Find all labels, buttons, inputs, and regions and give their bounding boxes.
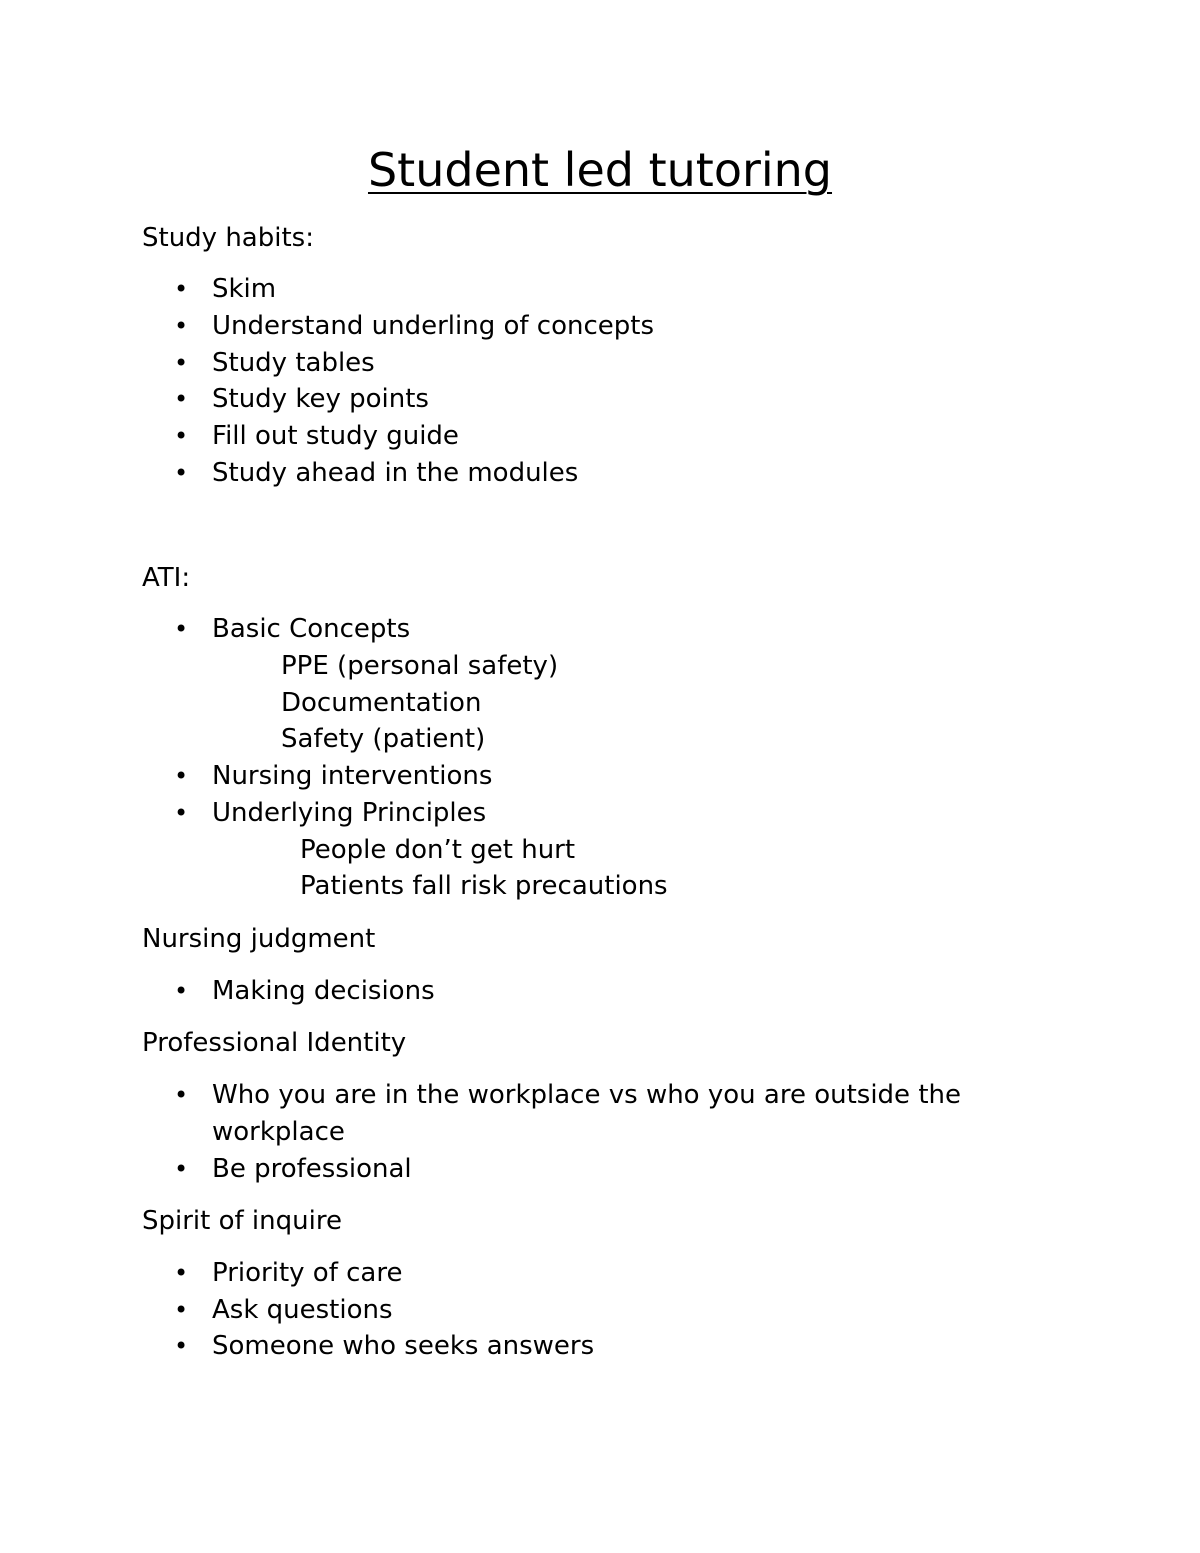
list-item: • Priority of care — [212, 1255, 402, 1291]
section-heading-ati: ATI: — [142, 563, 191, 593]
list-item: • Study tables — [212, 345, 375, 381]
list-item: • Be professional — [212, 1151, 412, 1187]
list-item: • Understand underling of concepts — [212, 308, 654, 344]
list-item: • Basic Concepts — [212, 611, 410, 647]
list-item: • Fill out study guide — [212, 418, 459, 454]
section-heading-study-habits: Study habits: — [142, 223, 314, 253]
section-heading-nursing-judgment: Nursing judgment — [142, 924, 376, 954]
section-heading-professional-identity: Professional Identity — [142, 1028, 407, 1058]
sub-list-item: People don’t get hurt — [300, 835, 576, 865]
list-item: • Skim — [212, 271, 276, 307]
sub-list-item: Documentation — [281, 688, 482, 718]
list-item: • Study ahead in the modules — [212, 455, 578, 491]
sub-list-item: Patients fall risk precautions — [300, 871, 668, 901]
list-item: • Ask questions — [212, 1292, 393, 1328]
list-item: • Someone who seeks answers — [212, 1328, 594, 1364]
sub-list-item: Safety (patient) — [281, 724, 486, 754]
sub-list-item: PPE (personal safety) — [281, 651, 559, 681]
section-heading-spirit-of-inquire: Spirit of inquire — [142, 1206, 342, 1236]
list-item-continuation: workplace — [212, 1117, 345, 1147]
list-item: • Study key points — [212, 381, 429, 417]
list-item: • Nursing interventions — [212, 758, 492, 794]
document-title: Student led tutoring — [367, 143, 833, 197]
list-item: • Who you are in the workplace vs who you are outside the — [212, 1077, 961, 1113]
list-item: • Underlying Principles — [212, 795, 486, 831]
list-item: • Making decisions — [212, 973, 435, 1009]
